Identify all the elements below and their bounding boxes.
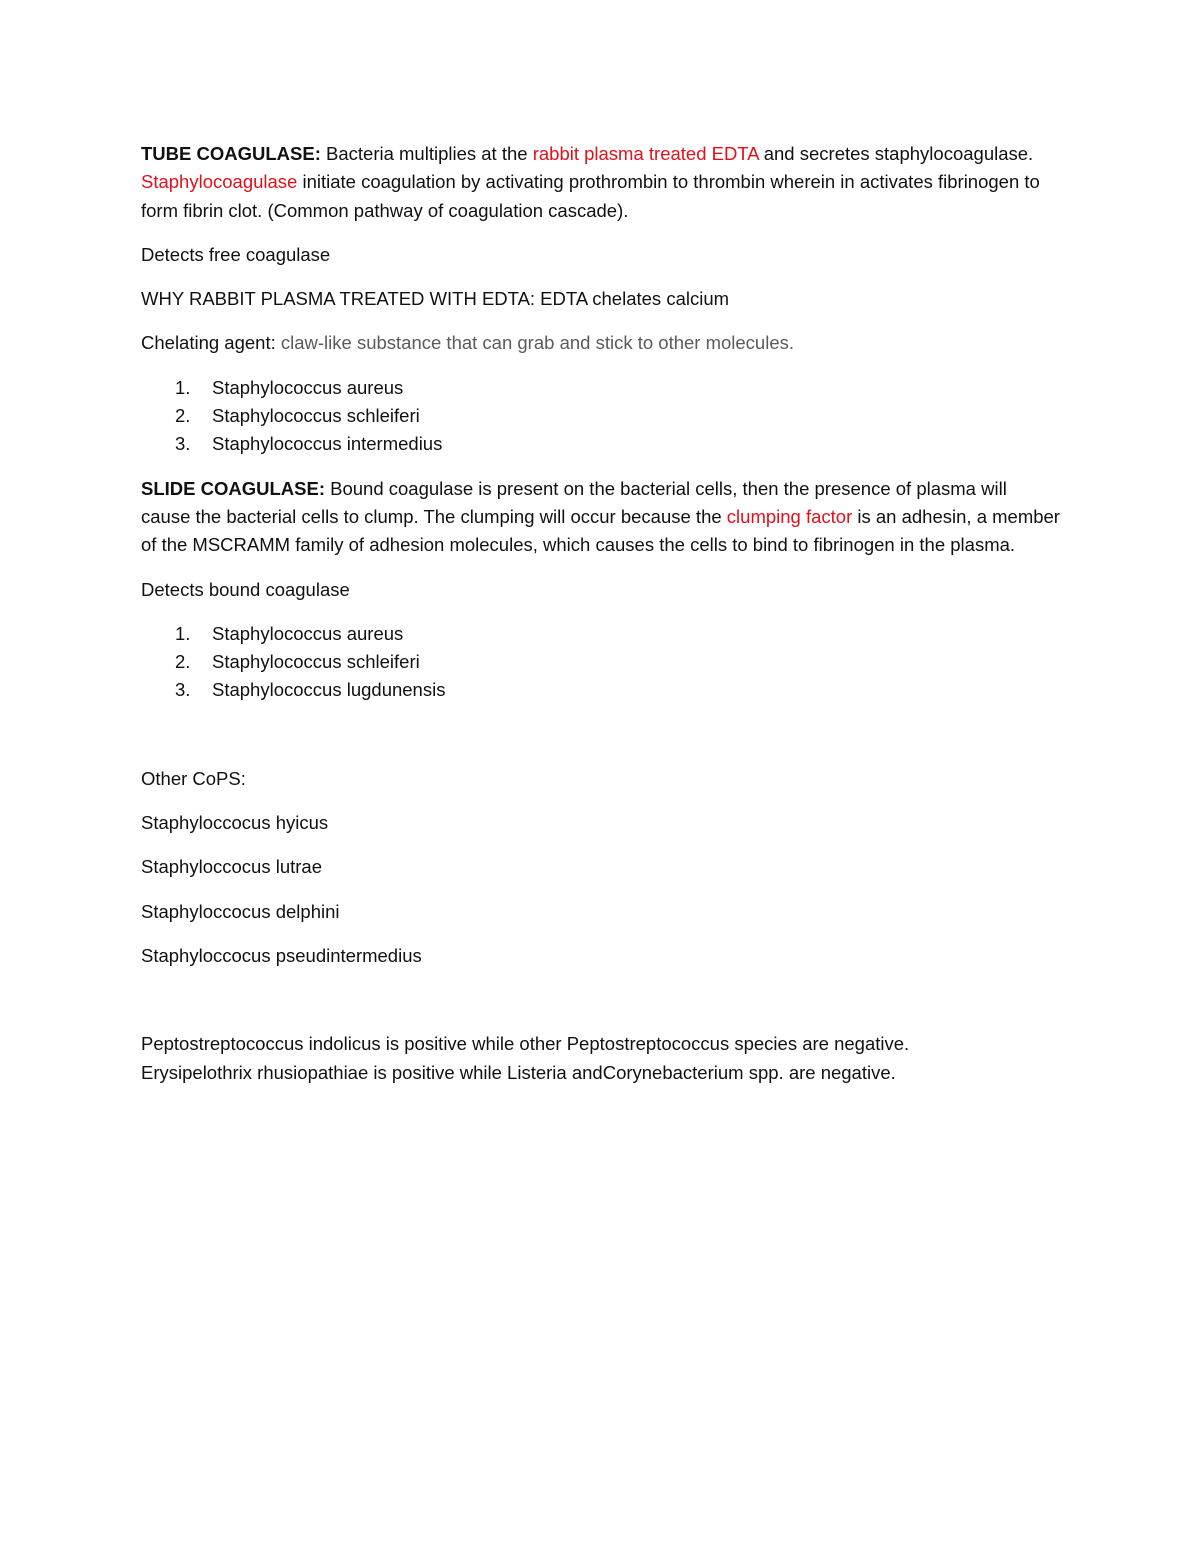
- tube-coagulase-paragraph: [141, 140, 1061, 225]
- document-page: [141, 140, 1061, 1087]
- list-number: 3.: [175, 679, 191, 701]
- list-text: Staphylococcus aureus: [212, 376, 404, 398]
- chelating-agent-definition: claw-like substance that can grab and stick to other molecules.: [280, 332, 795, 354]
- slide-coagulase-heading: SLIDE COAGULASE:: [141, 477, 325, 499]
- list-text: Staphylococcus schleiferi: [212, 405, 420, 427]
- final-note-peptostreptococcus: Peptostreptococcus indolicus is positive while other Peptostreptococcus species are negative.: [141, 1033, 910, 1055]
- list-text: Staphylococcus lugdunensis: [212, 679, 446, 701]
- detects-free-coagulase: Detects free coagulase: [141, 243, 331, 265]
- chelating-agent-paragraph: [141, 329, 1061, 357]
- blank-line: [141, 986, 1061, 1030]
- list-number: 2.: [175, 651, 191, 673]
- list-item: [141, 620, 1061, 648]
- list-number: 1.: [175, 376, 191, 398]
- list-number: 2.: [175, 405, 191, 427]
- list-item: [141, 430, 1061, 458]
- list-text: Staphylococcus schleiferi: [212, 651, 420, 673]
- list-text: Staphylococcus intermedius: [212, 433, 443, 455]
- other-cops-item: Staphyloccocus pseudintermedius: [141, 944, 422, 966]
- list-item: [141, 648, 1061, 676]
- blank-line: [141, 721, 1061, 765]
- tube-text-2: and secretes staphylocoagulase.: [758, 143, 1034, 164]
- list-number: 1.: [175, 622, 191, 644]
- tube-highlight-staphylocoagulase: Staphylocoagulase: [141, 171, 298, 193]
- free-coagulase-species-list: [141, 374, 1061, 459]
- slide-text-2: is an adhesin, a member of the MSCRAMM family of adhesion molecules, which causes the cells to bind to fibrinogen in the plasma.: [141, 505, 1060, 556]
- bound-coagulase-species-list: [141, 620, 1061, 705]
- other-cops-item: Staphyloccocus delphini: [141, 900, 340, 922]
- list-number: 3.: [175, 433, 191, 455]
- other-cops-heading: Other CoPS:: [141, 767, 246, 789]
- tube-highlight-rabbit-plasma: rabbit plasma treated EDTA: [532, 143, 759, 164]
- list-item: [141, 374, 1061, 402]
- list-item: [141, 402, 1061, 430]
- other-cops-item: Staphyloccocus hyicus: [141, 812, 329, 834]
- slide-highlight-clumping-factor: clumping factor: [726, 505, 853, 527]
- final-note-erysipelothrix: Erysipelothrix rhusiopathiae is positive while Listeria andCorynebacterium spp. are negative.: [141, 1061, 896, 1083]
- tube-coagulase-heading: TUBE COAGULASE:: [141, 143, 321, 164]
- list-text: Staphylococcus aureus: [212, 622, 404, 644]
- chelating-agent-label: Chelating agent:: [141, 332, 281, 354]
- other-cops-item: Staphyloccocus lutrae: [141, 856, 322, 878]
- slide-coagulase-paragraph: [141, 475, 1061, 560]
- tube-text-3: initiate coagulation by activating prothrombin to thrombin wherein in activates fibrinogen to form fibrin clot. (Common pathway of coagulation cascade).: [141, 171, 1040, 221]
- why-rabbit-plasma: WHY RABBIT PLASMA TREATED WITH EDTA: EDTA chelates calcium: [141, 288, 730, 310]
- list-item: [141, 676, 1061, 704]
- final-notes: [141, 1030, 1061, 1087]
- detects-bound-coagulase: Detects bound coagulase: [141, 578, 350, 600]
- slide-text-1: Bound coagulase is present on the bacterial cells, then the presence of plasma will cause the bacterial cells to clump. The clumping will occur because the: [141, 477, 1007, 527]
- tube-text-1: Bacteria multiplies at the: [320, 143, 533, 164]
